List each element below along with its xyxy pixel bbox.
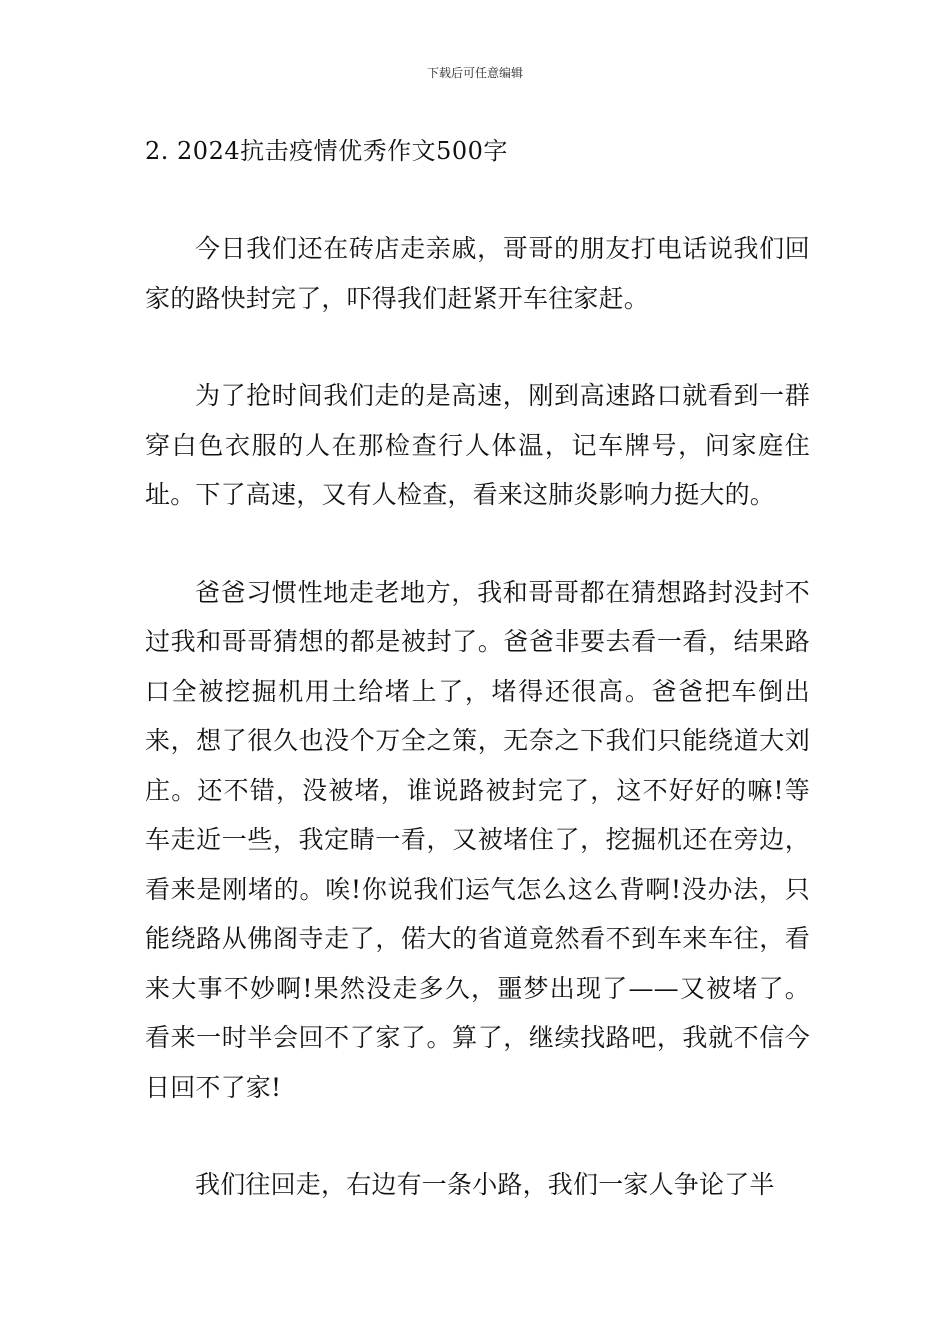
page-header-note: 下载后可任意编辑 — [426, 66, 523, 80]
paragraph-2: 为了抢时间我们走的是高速，刚到高速路口就看到一群穿白色衣服的人在那检查行人体温，记车牌号，问家庭住址。下了高速，又有人检查，看来这肺炎影响力挺大的。 — [145, 381, 810, 509]
paragraph-4: 我们往回走，右边有一条小路，我们一家人争论了半 — [195, 1170, 775, 1199]
paragraph-3: 爸爸习惯性地走老地方，我和哥哥都在猜想路封没封不过我和哥哥猜想的都是被封了。爸爸非要去看一看，结果路口全被挖掘机用土给堵上了，堵得还很高。爸爸把车倒出来，想了很久也没个万全之策，无奈之下我们只能绕道大刘庄。还不错，没被堵，谁说路被封完了，这不好好的嘛!等车走近一些，我定睛一看，又被堵住了，挖掘机还在旁边，看来是刚堵的。唉!你说我们运气怎么这么背啊!没办法，只能绕路从佛阁寺走了，偌大的省道竟然看不到车来车往，看来大事不妙啊!果然没走多久，噩梦出现了——又被堵了。看来一时半会回不了家了。算了，继续找路吧，我就不信今日回不了家! — [145, 577, 810, 1102]
document-title: 2. 2024抗击疫情优秀作文500字 — [145, 137, 508, 165]
document-body — [145, 126, 810, 1210]
paragraph-1: 今日我们还在砖店走亲戚，哥哥的朋友打电话说我们回家的路快封完了，吓得我们赶紧开车往家赶。 — [145, 234, 810, 313]
